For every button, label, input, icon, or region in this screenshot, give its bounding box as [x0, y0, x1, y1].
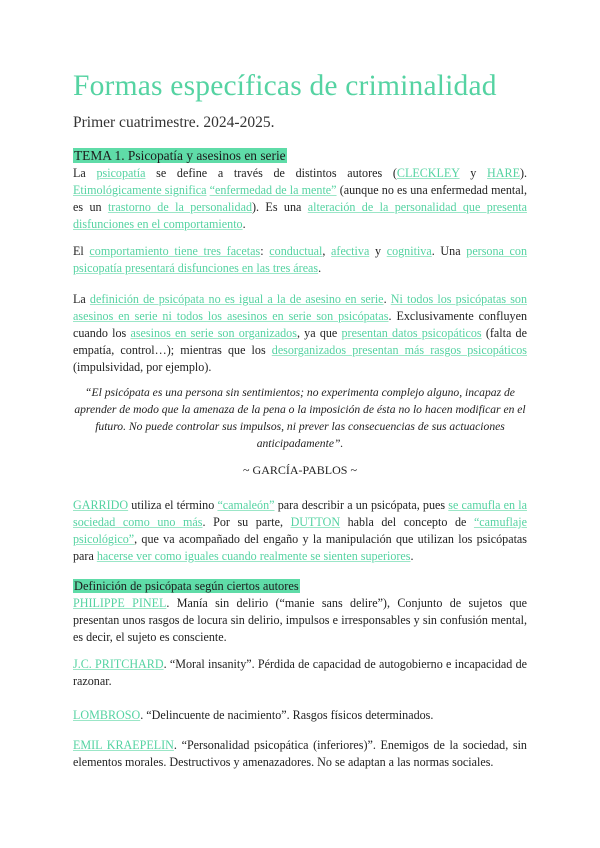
- text-run: (falta de empatía, control…); mientras que los: [73, 326, 527, 357]
- text-run: ).: [519, 166, 528, 180]
- text-run: La: [73, 166, 97, 180]
- text-run: . Una: [431, 244, 467, 258]
- document-subtitle: Primer cuatrimestre. 2024-2025.: [73, 114, 275, 131]
- text-run: .: [410, 549, 414, 563]
- term-cleckley: CLECKLEY: [396, 166, 460, 180]
- paragraph-4: [73, 497, 527, 565]
- paragraph-2: [73, 243, 527, 277]
- definitions-heading-container: [73, 578, 527, 594]
- term-alteracion: alteración de la personalidad que presenta disfunciones en el comportamiento: [73, 200, 527, 231]
- text-run: La: [73, 292, 90, 306]
- definition-author: EMIL KRAEPELIN: [73, 738, 174, 752]
- definition-text: . “Personalidad psicopática (inferiores)”. Enemigos de la sociedad, sin elementos morales. Destructivos y amenazadores. No se adaptan a las normas sociales.: [73, 738, 527, 769]
- term-enfermedad-mente: “enfermedad de la mente”: [209, 183, 337, 197]
- definition-author: J.C. PRITCHARD: [73, 657, 164, 671]
- term-definicion: definición de psicópata no es igual a la de asesino en serie: [89, 292, 384, 306]
- text-run: utiliza el término: [128, 498, 218, 512]
- term-dutton: DUTTON: [290, 515, 341, 529]
- paragraph-1: [73, 165, 527, 233]
- text-run: :: [260, 244, 270, 258]
- term-psicopatia: psicopatía: [96, 166, 146, 180]
- topic-heading: TEMA 1. Psicopatía y asesinos en serie: [74, 148, 286, 163]
- definition-item-lombroso: [73, 707, 527, 724]
- term-iguales: hacerse ver como iguales cuando realmente se sienten superiores: [96, 549, 411, 563]
- term-afectiva: afectiva: [331, 244, 370, 258]
- definition-author: LOMBROSO: [73, 708, 141, 722]
- text-run: y: [369, 244, 387, 258]
- text-run: y: [459, 166, 488, 180]
- term-conductual: conductual: [269, 244, 323, 258]
- text-run: .: [242, 217, 246, 231]
- term-tres-areas: persona con psicopatía presentará disfunciones en las tres áreas: [73, 244, 528, 275]
- quote-block: [73, 384, 527, 452]
- text-run: El: [73, 244, 90, 258]
- term-desorganizados: desorganizados presentan más rasgos psicopáticos: [271, 343, 528, 357]
- text-run: (impulsividad, por ejemplo).: [73, 360, 212, 374]
- term-hare: HARE: [487, 166, 520, 180]
- term-garrido: GARRIDO: [73, 498, 129, 512]
- definition-text: . “Delincuente de nacimiento”. Rasgos físicos determinados.: [140, 708, 434, 722]
- text-run: habla del concepto de: [340, 515, 474, 529]
- definition-item-kraepelin: [73, 737, 527, 771]
- term-facetas: comportamiento tiene tres facetas: [89, 244, 261, 258]
- text-run: .: [383, 292, 391, 306]
- term-datos-psicopaticos: presentan datos psicopáticos: [341, 326, 482, 340]
- text-run: , que va acompañado del engaño y la manipulación que utilizan los psicópatas para: [73, 532, 527, 563]
- definition-item-pinel: [73, 595, 527, 646]
- text-run: ,: [322, 244, 332, 258]
- topic-heading-container: [73, 147, 527, 164]
- quote-author: ~ GARCÍA-PABLOS ~: [243, 463, 357, 477]
- term-camuflaje: “camuflaje psicológico”: [73, 515, 527, 546]
- quote-author-block: [73, 462, 527, 479]
- document-title: Formas específicas de criminalidad: [73, 70, 497, 102]
- text-run: . Por su parte,: [202, 515, 291, 529]
- text-run: (aunque no es una enfermedad mental, es un: [73, 183, 527, 214]
- paragraph-3: [73, 291, 527, 376]
- text-run: .: [318, 261, 322, 275]
- term-ni-todos: Ni todos los psicópatas son asesinos en serie ni todos los asesinos en serie son psicópatas: [73, 292, 527, 323]
- term-camufla: se camufla en la sociedad como uno más: [73, 498, 528, 529]
- definition-item-pritchard: [73, 656, 527, 690]
- text-run: . Exclusivamente confluyen cuando los: [73, 309, 527, 340]
- text-run: se define a través de distintos autores (: [145, 166, 397, 180]
- term-etimologia: Etimológicamente significa: [73, 183, 207, 197]
- term-cognitiva: cognitiva: [386, 244, 432, 258]
- definition-text: . Manía sin delirio (“manie sans delire”), Conjunto de sujetos que presentan unos rasgos de locura sin delirio, impulsos e irresponsables y sin confusión mental, es decir, el sujeto es consciente.: [73, 596, 527, 644]
- term-trastorno: trastorno de la personalidad: [107, 200, 252, 214]
- definition-author: PHILIPPE PINEL: [73, 596, 167, 610]
- definitions-heading: Definición de psicópata según ciertos autores: [74, 579, 299, 593]
- text-run: para describir a un psicópata, pues: [274, 498, 449, 512]
- quote-text: “El psicópata es una persona sin sentimientos; no experimenta complejo alguno, incapaz de aprender de modo que la amenaza de la pena o la imposición de ésta no lo hacen modificar en el futuro. No puede controlar sus impulsos, ni prever las consecuencias de sus actuaciones anticipadamente”.: [74, 386, 526, 450]
- text-run: , ya que: [296, 326, 342, 340]
- text-run: ). Es una: [252, 200, 308, 214]
- term-organizados: asesinos en serie son organizados: [130, 326, 297, 340]
- definition-text: . “Moral insanity”. Pérdida de capacidad de autogobierno e incapacidad de razonar.: [73, 657, 527, 688]
- term-camaleon: “camaleón”: [217, 498, 275, 512]
